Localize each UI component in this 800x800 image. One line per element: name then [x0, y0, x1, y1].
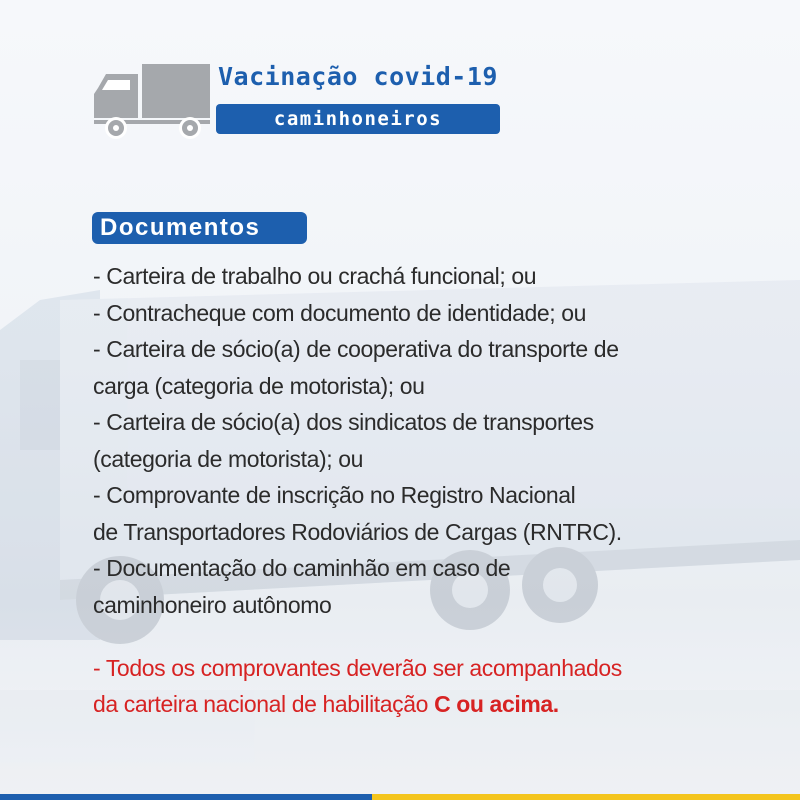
requirement-note — [93, 650, 733, 722]
list-item: caminhoneiro autônomo — [93, 591, 332, 618]
note-line-1: - Todos os comprovantes deverão ser acompanhados — [93, 655, 622, 681]
list-item: - Comprovante de inscrição no Registro Nacional — [93, 482, 576, 508]
list-item: (categoria de motorista); ou — [93, 445, 364, 472]
note-line-2 — [93, 686, 733, 722]
page-title: Vacinação covid-19 — [218, 62, 498, 91]
document-list — [93, 258, 713, 623]
note-emphasis: C ou acima. — [434, 691, 559, 717]
list-item: - Carteira de trabalho ou crachá funcional; ou — [93, 263, 537, 289]
section-heading: Documentos — [92, 212, 307, 244]
list-item: carga (categoria de motorista); ou — [93, 372, 425, 399]
truck-icon — [92, 62, 212, 142]
note-text: da carteira nacional de habilitação — [93, 691, 435, 717]
list-item: de Transportadores Rodoviários de Cargas (RNTRC). — [93, 518, 622, 545]
list-item: - Contracheque com documento de identidade; ou — [93, 299, 587, 326]
list-item: - Carteira de sócio(a) dos sindicatos de transportes — [93, 409, 594, 435]
list-item: - Documentação do caminhão em caso de — [93, 555, 511, 581]
footer-bar-blue — [0, 794, 372, 800]
footer-bar-yellow — [372, 794, 800, 800]
page-subtitle: caminhoneiros — [216, 104, 500, 134]
list-item: - Carteira de sócio(a) de cooperativa do transporte de — [93, 336, 619, 362]
